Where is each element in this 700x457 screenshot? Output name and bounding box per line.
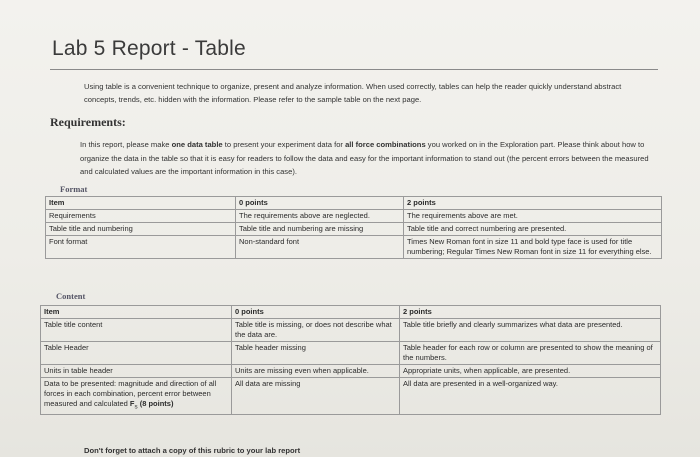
table-cell: Table title briefly and clearly summarizes what data are presented. [400,319,661,342]
format-row-font-format [46,236,662,259]
title-divider [50,69,658,70]
table-cell: All data are missing [232,378,400,415]
content-table-header-row [41,306,661,319]
content-row-title-content [41,319,661,342]
content-header-item: Item [41,306,232,319]
format-row-requirements [46,210,662,223]
content-row-data [41,378,661,415]
footer-note: Don't forget to attach a copy of this rubric to your lab report [84,446,301,455]
requirements-text-1: In this report, please make [80,140,172,149]
format-row-title-numbering [46,223,662,236]
format-table-header-row [46,197,662,210]
table-cell: Table title and correct numbering are presented. [404,223,662,236]
requirements-text-2: to present your experiment data for [222,140,346,149]
requirements-text-3: you worked on in the Exploration part. Please think about how to organize the data in the table so that it is easy for readers to follow the data and easy for the important information to stand out (the percent errors between the measured and calculated values are the important information in this case). [80,140,649,176]
requirements-paragraph [80,138,660,179]
table-cell: Units in table header [41,365,232,378]
data-requirement-text: Data to be presented: magnitude and direction of all forces in each combination, percent error between measured and calculated [44,379,217,408]
content-section-label: Content [56,291,86,301]
requirements-emphasis-1: one data table [171,140,223,149]
format-header-2-points: 2 points [404,197,662,210]
table-cell: The requirements above are neglected. [236,210,404,223]
page-title: Lab 5 Report - Table [52,37,246,60]
table-cell: Appropriate units, when applicable, are presented. [400,365,661,378]
force-symbol: F [129,399,135,408]
format-header-item: Item [46,197,236,210]
points-note: (8 points) [139,399,174,408]
table-cell: Requirements [46,210,236,223]
intro-paragraph: Using table is a convenient technique to organize, present and analyze information. When used correctly, tables can help the reader quickly understand abstract concepts, trends, etc. hidden with the information. Please refer to the sample table on the next page. [84,82,622,104]
table-cell: Table header missing [232,342,400,365]
content-row-units [41,365,661,378]
requirements-emphasis-2: all force combinations [345,140,426,149]
content-header-2-points: 2 points [400,306,661,319]
format-rubric-table [45,196,662,259]
format-section-label: Format [60,184,88,194]
table-cell: Font format [46,236,236,259]
content-row-table-header [41,342,661,365]
table-cell: Table Header [41,342,232,365]
table-cell: Table title content [41,319,232,342]
force-subscript: s [134,403,138,411]
table-cell [41,378,232,415]
table-cell: Table header for each row or column are presented to show the meaning of the numbers. [400,342,661,365]
table-cell: All data are presented in a well-organized way. [400,378,661,415]
table-cell: The requirements above are met. [404,210,662,223]
content-rubric-table [40,305,661,415]
table-cell: Table title and numbering [46,223,236,236]
table-cell: Table title and numbering are missing [236,223,404,236]
table-cell: Non-standard font [236,236,404,259]
format-header-0-points: 0 points [236,197,404,210]
content-header-0-points: 0 points [232,306,400,319]
table-cell: Table title is missing, or does not describe what the data are. [232,319,400,342]
table-cell: Units are missing even when applicable. [232,365,400,378]
requirements-heading: Requirements: [50,115,126,129]
table-cell: Times New Roman font in size 11 and bold type face is used for title numbering; Regular Times New Roman font in size 11 for everything else. [404,236,662,259]
